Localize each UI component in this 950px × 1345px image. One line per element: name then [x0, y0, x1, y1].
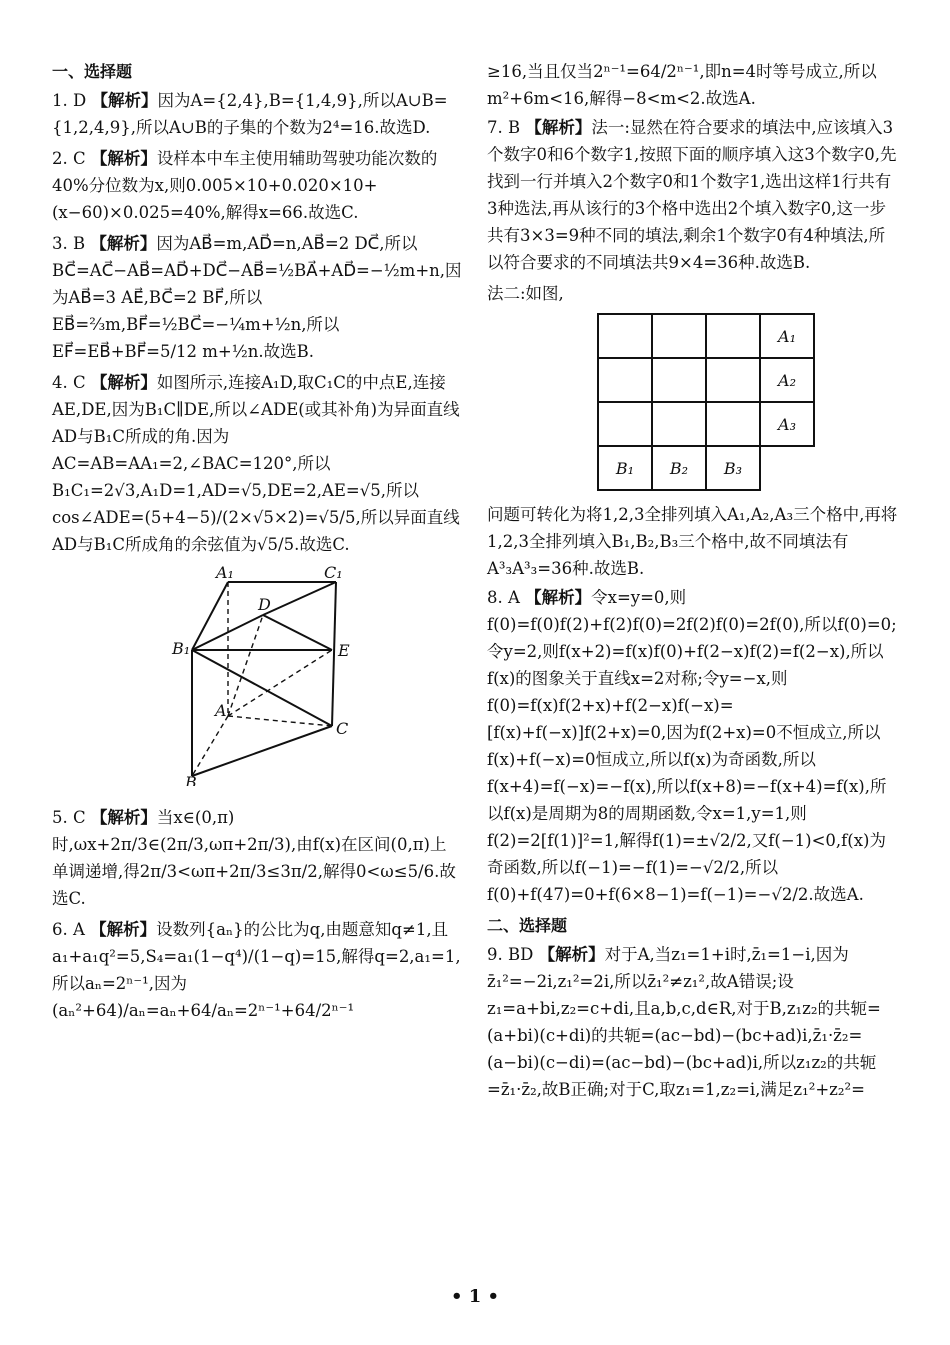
- grid-cell: [652, 358, 706, 402]
- question-9-tag: 【解析】: [538, 945, 605, 964]
- fill-grid: [597, 313, 815, 491]
- question-6-text: 设数列{aₙ}的公比为q,由题意知q≠1,且a₁+a₁q²=5,S₄=a₁(1−q⁴)/(1−q)=15,解得q=2,a₁=1,所以aₙ=2ⁿ⁻¹,因为(aₙ²+64)/aₙ=aₙ+64/aₙ=2ⁿ⁻¹+64/2ⁿ⁻¹: [52, 920, 461, 1020]
- right-column: [487, 58, 899, 1107]
- question-3-number: 3. B: [52, 234, 86, 253]
- page-number: • 1 •: [450, 1286, 500, 1307]
- edge-a-e-hidden: [228, 650, 332, 716]
- question-2-text: 设样本中车主使用辅助驾驶功能次数的40%分位数为x,则0.005×10+0.020×10+(x−60)×0.025=40%,解得x=66.故选C.: [52, 149, 438, 222]
- question-1-number: 1. D: [52, 91, 87, 110]
- left-column: [52, 58, 462, 1028]
- question-3: [52, 230, 462, 365]
- question-9-text: 对于A,当z₁=1+i时,z̄₁=1−i,因为z̄₁²=−2i,z₁²=2i,所以z̄₁²≠z₁²,故A错误;设z₁=a+bi,z₂=c+di,且a,b,c,d∈R,对于B,z₁z₂的共轭=(a+bi)(c+di)的共轭=(ac−bd)−(bc+ad)i,z̄₁·z̄₂=(a−bi)(c−di)=(ac−bd)−(bc+ad)i,所以z₁z₂的共轭=z̄₁·z̄₂,故B正确;对于C,取z₁=1,z₂=i,满足z₁²+z₂²=: [487, 945, 881, 1099]
- label-b1: B₁: [172, 639, 191, 658]
- question-7: [487, 114, 899, 276]
- section-title-1: 一、选择题: [52, 62, 133, 81]
- question-1-tag: 【解析】: [91, 91, 158, 110]
- label-c1: C₁: [324, 566, 343, 582]
- grid-cell-b1: B₁: [598, 446, 652, 490]
- grid-row: [598, 446, 814, 490]
- question-6-tag: 【解析】: [90, 920, 157, 939]
- label-b: B: [185, 773, 197, 786]
- grid-cell-a1: A₁: [760, 314, 814, 358]
- label-a1: A₁: [216, 566, 234, 582]
- question-7-number: 7. B: [487, 118, 521, 137]
- label-a: A: [215, 701, 227, 720]
- grid-cell: [706, 402, 760, 446]
- question-5: [52, 804, 462, 912]
- question-7-tag: 【解析】: [525, 118, 592, 137]
- grid-cell-empty: [760, 446, 814, 490]
- question-5-number: 5. C: [52, 808, 86, 827]
- question-1-text: 因为A={2,4},B={1,4,9},所以A∪B={1,2,4,9},所以A∪B的子集的个数为2⁴=16.故选D.: [52, 91, 448, 137]
- question-7-method2-text: 问题可转化为将1,2,3全排列填入A₁,A₂,A₃三个格中,再将1,2,3全排列填入B₁,B₂,B₃三个格中,故不同填法有A³₃A³₃=36种.故选B.: [487, 505, 898, 578]
- question-3-text: 因为AB⃗=m,AD⃗=n,AB⃗=2 DC⃗,所以BC⃗=AC⃗−AB⃗=AD⃗+DC⃗−AB⃗=½BA⃗+AD⃗=−½m+n,因为AB⃗=3 AE⃗,BC⃗=2 BF⃗,所以EB⃗=⅔m,BF⃗=½BC⃗=−¼m+½n,所以EF⃗=EB⃗+BF⃗=5/12 m+½n.故选B.: [52, 234, 462, 361]
- edge-a1-b1: [192, 582, 228, 650]
- question-3-tag: 【解析】: [90, 234, 157, 253]
- question-5-tag: 【解析】: [90, 808, 157, 827]
- grid-cell-b3: B₃: [706, 446, 760, 490]
- question-6: [52, 916, 462, 1024]
- label-e: E: [338, 641, 350, 660]
- edge-b-c: [192, 726, 332, 776]
- edge-d-e: [263, 615, 332, 650]
- question-9: [487, 941, 899, 1103]
- grid-row: [598, 314, 814, 358]
- question-4-text: 如图所示,连接A₁D,取C₁C的中点E,连接AE,DE,因为B₁C∥DE,所以∠ADE(或其补角)为异面直线AD与B₁C所成的角.因为AC=AB=AA₁=2,∠BAC=120°,所以B₁C₁=2√3,A₁D=1,AD=√5,DE=2,AE=√5,所以cos∠ADE=(5+4−5)/(2×√5×2)=√5/5,所以异面直线AD与B₁C所成角的余弦值为√5/5.故选C.: [52, 373, 460, 554]
- question-4: [52, 369, 462, 558]
- question-8-tag: 【解析】: [525, 588, 592, 607]
- grid-cell-b2: B₂: [652, 446, 706, 490]
- edge-a-b-hidden: [192, 716, 228, 776]
- question-7-text: 法一:显然在符合要求的填法中,应该填入3个数字0和6个数字1,按照下面的顺序填入这3个数字0,先找到一行并填入2个数字0和1个数字1,选出这样1行共有3种选法,再从该行的3个格中选出2个填入数字0,这一步共有3×3=9种不同的填法,剩余1个数字0有4种填法,所以符合要求的不同填法共9×4=36种.故选B.: [487, 118, 897, 272]
- question-9-number: 9. BD: [487, 945, 534, 964]
- question-8-text: 令x=y=0,则f(0)=f(0)f(2)+f(2)f(0)=2f(2)f(0)=2f(0),所以f(0)=0;令y=2,则f(x+2)=f(x)f(0)+f(2−x)f(2)=f(2−x),所以f(x)的图象关于直线x=2对称;令y=−x,则f(0)=f(x)f(2+x)+f(2−x)f(−x)=[f(x)+f(−x)]f(2+x)=0,因为f(2+x)=0不恒成立,所以f(x)+f(−x)=0恒成立,所以f(x)为奇函数,所以f(x+4)=f(−x)=−f(x),所以f(x+8)=−f(x+4)=f(x),所以f(x)是周期为8的周期函数,令x=1,y=1,则f(2)=2[f(1)]²=1,解得f(1)=±√2/2,又f(−1)<0,f(x)为奇函数,所以f(−1)=−f(1)=−√2/2,所以f(0)+f(47)=0+f(6×8−1)=f(−1)=−√2/2.故选A.: [487, 588, 897, 904]
- grid-cell: [598, 402, 652, 446]
- grid-cell: [598, 314, 652, 358]
- question-5-text: 当x∈(0,π)时,ωx+2π/3∈(2π/3,ωπ+2π/3),由f(x)在区间(0,π)上单调递增,得2π/3<ωπ+2π/3≤3π/2,解得0<ω≤5/6.故选C.: [52, 808, 456, 908]
- question-2-tag: 【解析】: [90, 149, 157, 168]
- grid-cell: [706, 358, 760, 402]
- grid-cell: [706, 314, 760, 358]
- question-1: [52, 87, 462, 141]
- grid-row: [598, 402, 814, 446]
- question-8-number: 8. A: [487, 588, 520, 607]
- question-6-continued: ≥16,当且仅当2ⁿ⁻¹=64/2ⁿ⁻¹,即n=4时等号成立,所以m²+6m<16,解得−8<m<2.故选A.: [487, 62, 877, 108]
- question-6-number: 6. A: [52, 920, 85, 939]
- grid-cell: [598, 358, 652, 402]
- edge-c1-c: [332, 582, 336, 726]
- grid-cell-a2: A₂: [760, 358, 814, 402]
- question-7-method2-intro: 法二:如图,: [487, 284, 564, 303]
- section-title-2: 二、选择题: [487, 916, 568, 935]
- grid-cell: [652, 314, 706, 358]
- edge-b1-c: [192, 650, 332, 726]
- question-2: [52, 145, 462, 226]
- grid-cell-a3: A₃: [760, 402, 814, 446]
- grid-cell: [652, 402, 706, 446]
- prism-figure: [52, 566, 462, 794]
- label-d: D: [258, 595, 271, 614]
- question-4-tag: 【解析】: [90, 373, 157, 392]
- question-8: [487, 584, 899, 908]
- question-2-number: 2. C: [52, 149, 86, 168]
- label-c: C: [336, 719, 349, 738]
- question-4-number: 4. C: [52, 373, 86, 392]
- prism-diagram: [52, 566, 462, 786]
- grid-row: [598, 358, 814, 402]
- edge-d-c1: [263, 582, 336, 615]
